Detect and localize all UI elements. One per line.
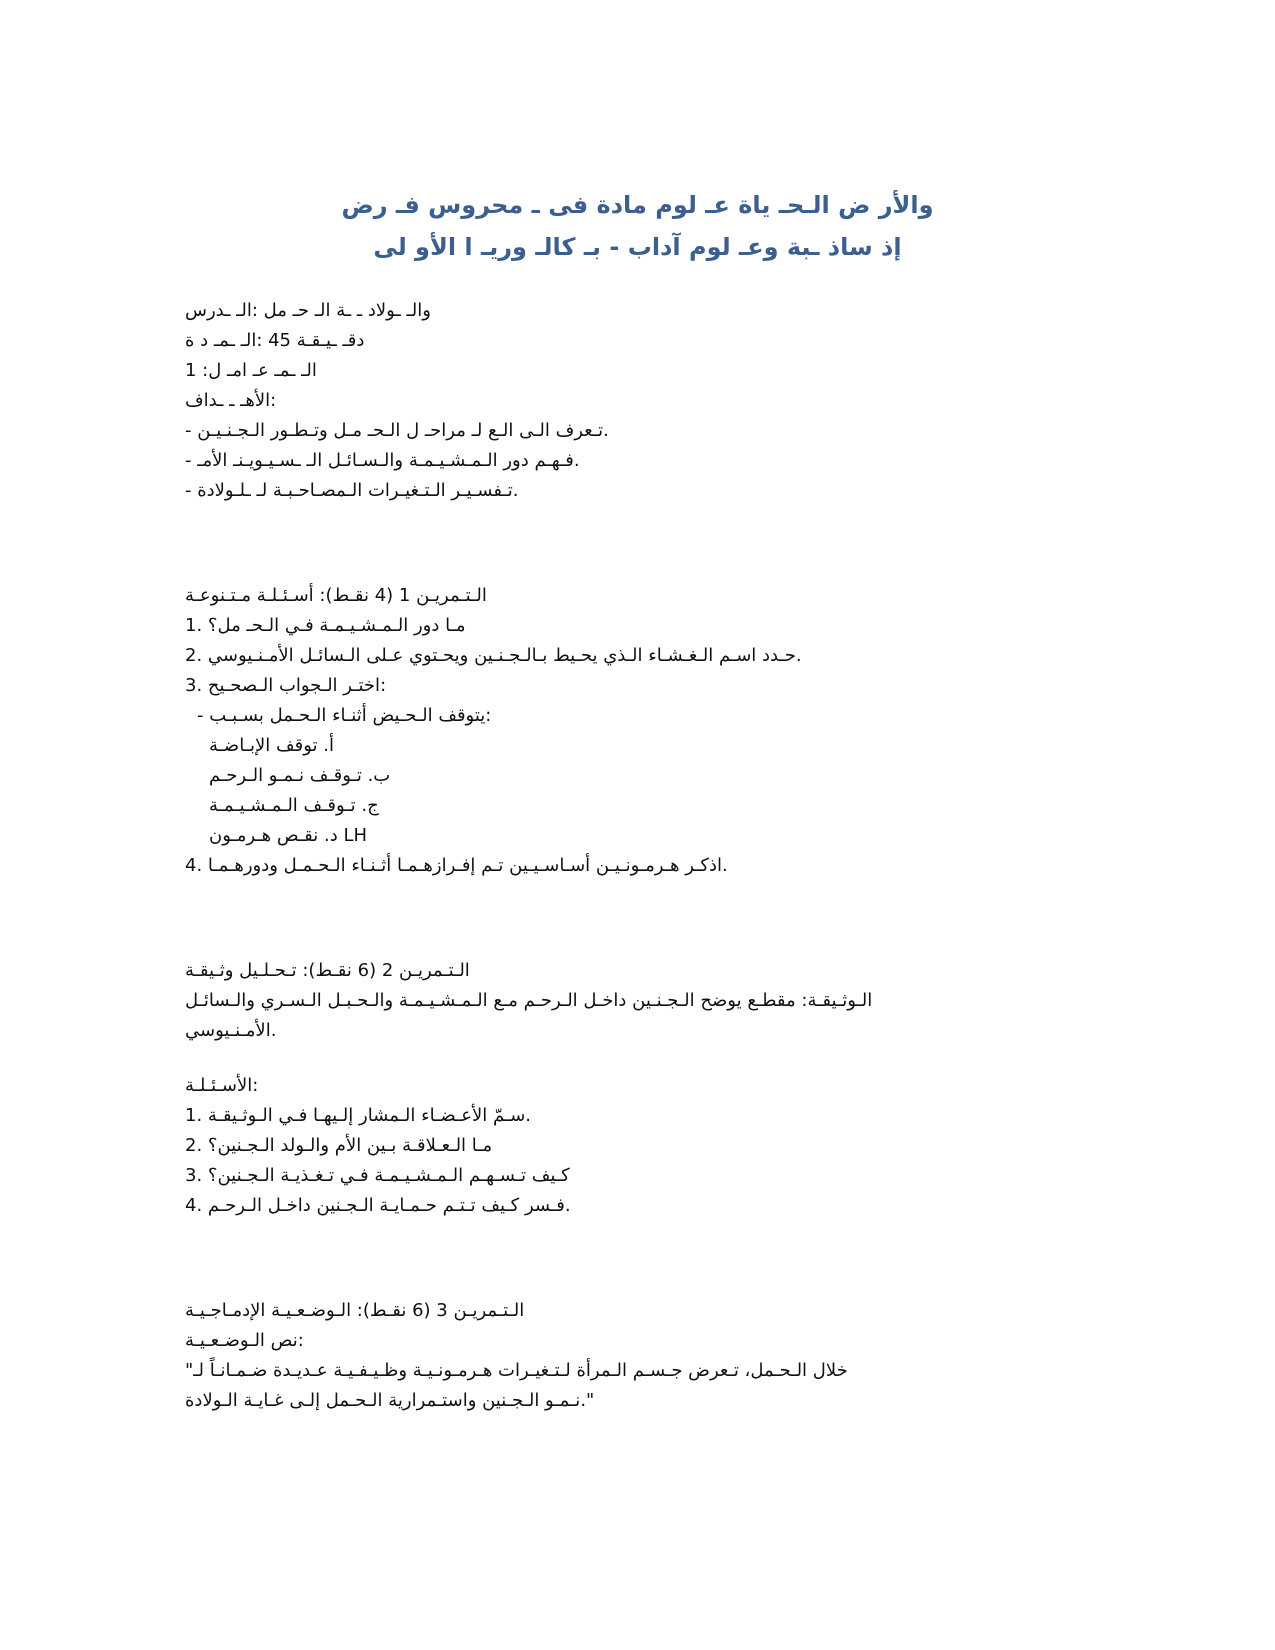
exercise-1-title: الـتـمريـن 1 (4 نقـط): أسـئـلـة مـتـنوعـة [185,585,487,606]
situation-label: نص الـوضـعـيـة: [185,1330,304,1351]
exercise-2-question-2: 2. مـا الـعـلاقـة بـين الأم والـولد الـجـنين؟ [185,1135,493,1156]
objective-item: - تـعرف الـى الـع لـ مراحـ ل الـحـ مـل وتـطـور الـجـنـيـن. [185,420,609,441]
exercise-1-question-1: 1. مـا دور الـمـشـيـمـة فـي الـحـ مل؟ [185,615,466,636]
option-d: د. نقـص هـرمـون LH [209,825,368,846]
objectives-heading: الأهـ ـ ـداف: [185,390,277,411]
exercise-2-question-1: 1. سـمّ الأعـضـاء الـمشار إلـيهـا فـي الـوثـيقـة. [185,1105,532,1126]
exercise-1-question-3: 3. اختـر الـجواب الـصحـيح: [185,675,387,696]
exercise-1-question-2: 2. حـدد اسـم الـغـشـاء الـذي يحـيط بـالـجـنـين ويحـتوي عـلى الـسائـل الأمـنـيوسي. [185,645,802,666]
exercise-3-title: الـتـمريـن 3 (6 نقـط): الـوضـعـيـة الإدمـاجـيـة [185,1300,525,1321]
lesson-line: والـ ـولاد ـ ـة الـ حـ مل :الـ ـدرس [185,300,431,321]
exercise-1-question-3-stem: - يتوقف الـحـيض أثنـاء الـحـمل بسـبـب: [197,705,492,726]
coefficient-line: 1 :الـ ـمـ عـ امـ ل [185,360,317,381]
exercise-2-document: الـوثـيقـة: مقطـع يوضح الـجـنـين داخـل الـرحـم مـع الـمـشـيـمـة والـحـبـل الـسـري والـسائـل [185,990,873,1011]
exercise-2-question-4: 4. فـسر كـيف تـتـم حـمـايـة الـجـنين داخـل الـرحـم. [185,1195,571,1216]
exercise-2-title: الـتـمريـن 2 (6 نقـط): تـحـلـيل وثـيقـة [185,960,470,981]
exercise-1-question-4: 4. اذكـر هـرمـونـيـن أسـاسـيـين تـم إفـرازهـمـا أثـنـاء الـحـمـل ودورهـمـا. [185,855,728,876]
exercise-2-document-cont: الأمـنـيوسي. [185,1020,277,1041]
exercise-2-question-3: 3. كـيف تـسـهـم الـمـشـيـمـة فـي تـغـذيـة الـجـنين؟ [185,1165,570,1186]
situation-text-line-1: "خلال الـحـمل، تـعرض جـسـم الـمرأة لـتـغيـرات هـرمـونـيـة وظـيـفـيـة عـديـدة ضـمـانـاً لـ [185,1360,848,1381]
situation-text-line-2: نـمـو الـجـنين واستـمرارية الـحـمل إلـى غـايـة الـولادة." [185,1390,595,1411]
document-title-line-2: إذ ساذ ـبة وعـ لوم آداب - بـ كالـ وريـ ا الأو لى [373,233,902,261]
option-a: أ. توقف الإبـاضـة [209,735,334,756]
objective-item: - فـهـم دور الـمـشـيـمـة والـسـائـل الـ ـسـيـويـنـ الأمـ. [185,450,580,471]
objective-item: - تـفسـيـر الـتـغيـرات الـمصـاحـبـة لـ ـلـولادة. [185,480,519,501]
exercise-2-questions-heading: الأسـئـلـة: [185,1075,259,1096]
duration-line: دقـ ـيـقـة 45 :الـ ـمـ د ة [185,330,365,351]
option-b: ب. تـوقـف نـمـو الـرحـم [209,765,391,786]
document-title-line-1: والأر ض الـحـ ياة عـ لوم مادة فى ـ محروس فـ رض [341,191,934,219]
option-c: ج. تـوقـف الـمـشـيـمـة [209,795,379,816]
